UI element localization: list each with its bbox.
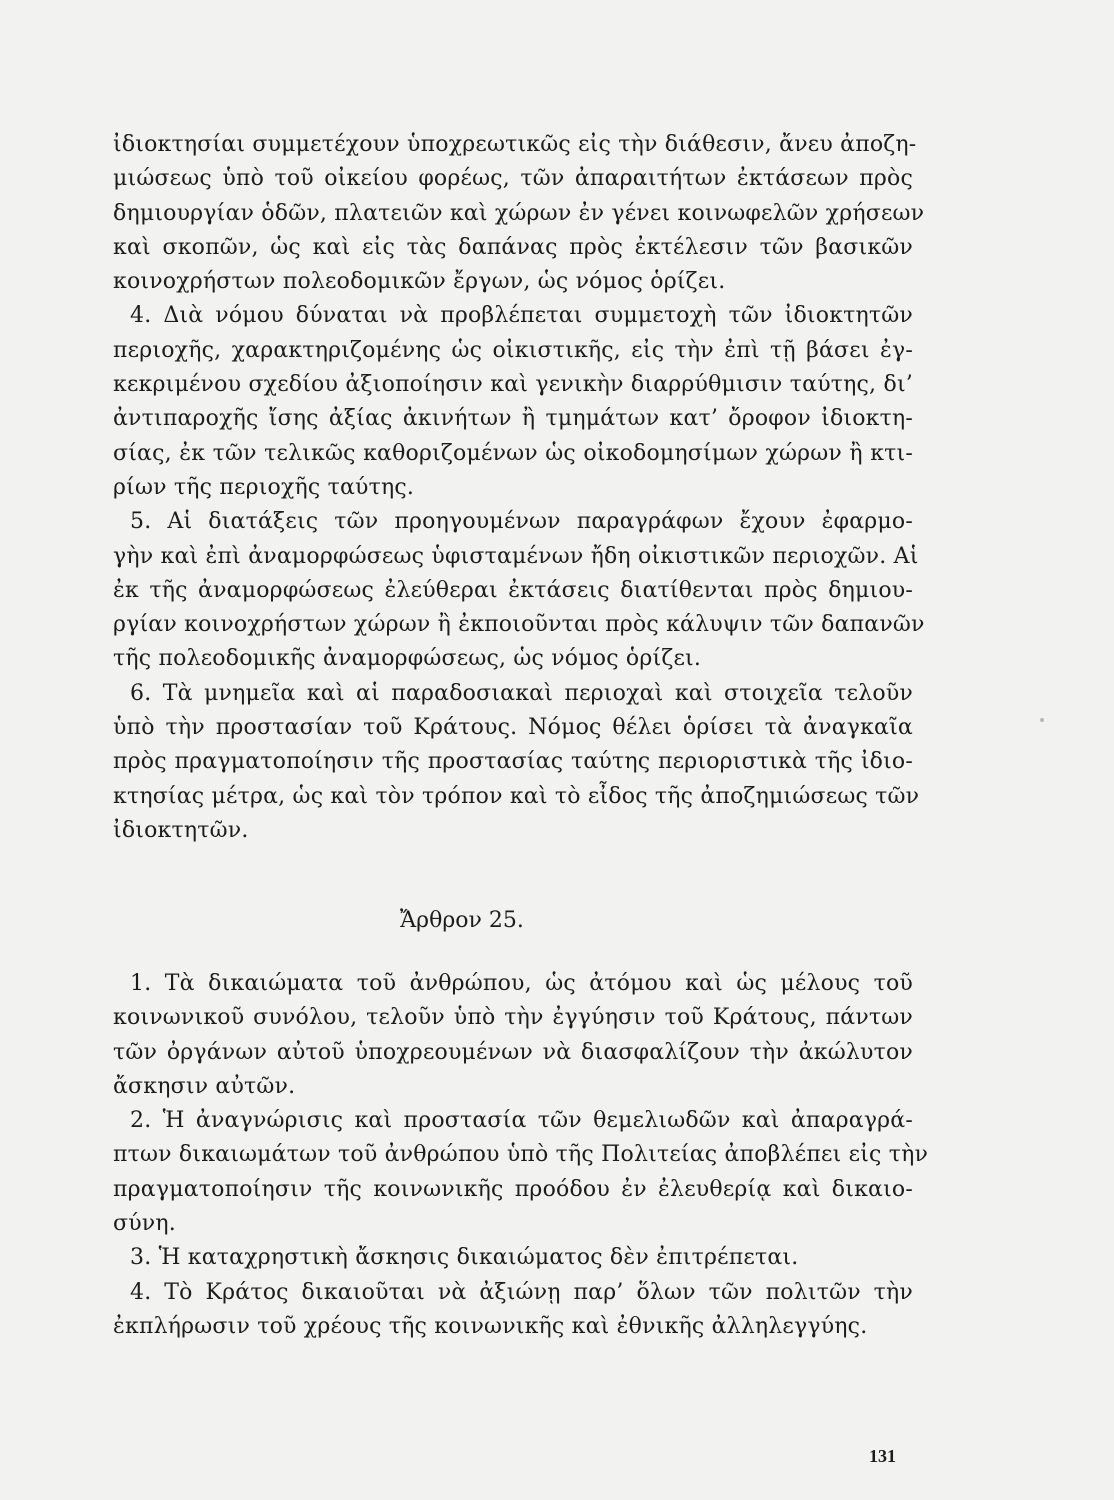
text-line: ἄσκησιν αὐτῶν.: [113, 1073, 296, 1099]
text-line: δημιουργίαν ὁδῶν, πλατειῶν καὶ χώρων ἐν γένει κοινωφελῶν χρήσεων: [113, 200, 925, 226]
text-line: κοινοχρήστων πολεοδομικῶν ἔργων, ὡς νόμος ὁρίζει.: [113, 269, 726, 295]
text-line: κοινωνικοῦ συνόλου, τελοῦν ὑπὸ τὴν ἐγγύησιν τοῦ Κράτους, πάντων: [113, 1005, 913, 1031]
text-line: 2. Ἡ ἀναγνώρισις καὶ προστασία τῶν θεμελιωδῶν καὶ ἀπαραγρά-: [130, 1108, 913, 1134]
text-line: 1. Τὰ δικαιώματα τοῦ ἀνθρώπου, ὡς ἀτόμου καὶ ὡς μέλους τοῦ: [130, 971, 913, 996]
page-number: 131: [869, 1446, 896, 1466]
text-line: 4. Τὸ Κράτος δικαιοῦται νὰ ἀξιώνῃ παρ’ ὅλων τῶν πολιτῶν τὴν: [130, 1279, 913, 1305]
text-line: ἰδιοκτησίαι συμμετέχουν ὑποχρεωτικῶς εἰς τὴν διάθεσιν, ἄνευ ἀποζη-: [113, 132, 917, 157]
article-24-continuation: [113, 128, 925, 848]
text-line: σύνη.: [113, 1211, 176, 1237]
text-line: πραγματοποίησιν τῆς κοινωνικῆς προόδου ἐν ἐλευθερίᾳ καὶ δικαιο-: [113, 1176, 913, 1202]
text-line: πτων δικαιωμάτων τοῦ ἀνθρώπου ὑπὸ τῆς Πολιτείας ἀποβλέπει εἰς τὴν: [113, 1142, 929, 1168]
text-line: κτησίας μέτρα, ὡς καὶ τὸν τρόπον καὶ τὸ εἶδος τῆς ἀποζημιώσεως τῶν: [113, 783, 920, 809]
text-line: ργίαν κοινοχρήστων χώρων ἢ ἐκποιοῦνται πρὸς κάλυψιν τῶν δαπανῶν: [113, 612, 925, 638]
text-line: μιώσεως ὑπὸ τοῦ οἰκείου φορέως, τῶν ἀπαραιτήτων ἐκτάσεων πρὸς: [113, 166, 913, 192]
text-line: καὶ σκοπῶν, ὡς καὶ εἰς τὰς δαπάνας πρὸς ἐκτέλεσιν τῶν βασικῶν: [113, 234, 913, 260]
scan-speck: [1040, 718, 1044, 722]
text-line: γὴν καὶ ἐπὶ ἀναμορφώσεως ὑφισταμένων ἤδη οἰκιστικῶν περιοχῶν. Αἱ: [113, 543, 919, 569]
text-line: κεκριμένου σχεδίου ἀξιοποίησιν καὶ γενικὴν διαρρύθμισιν ταύτης, δι’: [113, 372, 913, 398]
text-line: ἰδιοκτητῶν.: [113, 817, 249, 843]
article-25-body: [113, 967, 929, 1344]
text-line: ρίων τῆς περιοχῆς ταύτης.: [113, 474, 415, 500]
text-line: τῶν ὀργάνων αὐτοῦ ὑποχρεουμένων νὰ διασφαλίζουν τὴν ἀκώλυτον: [113, 1039, 913, 1065]
text-line: ἐκ τῆς ἀναμορφώσεως ἐλεύθεραι ἐκτάσεις διατίθενται πρὸς δημιου-: [113, 577, 913, 603]
text-line: 6. Τὰ μνημεῖα καὶ αἱ παραδοσιακαὶ περιοχαὶ καὶ στοιχεῖα τελοῦν: [130, 680, 913, 706]
text-line: ἀντιπαροχῆς ἴσης ἀξίας ἀκινήτων ἢ τμημάτων κατ’ ὄροφον ἰδιοκτη-: [113, 406, 913, 432]
text-line: ὑπὸ τὴν προστασίαν τοῦ Κράτους. Νόμος θέλει ὁρίσει τὰ ἀναγκαῖα: [113, 715, 913, 741]
text-line: πρὸς πραγματοποίησιν τῆς προστασίας ταύτης περιοριστικὰ τῆς ἰδιο-: [113, 749, 913, 775]
text-line: 5. Αἱ διατάξεις τῶν προηγουμένων παραγράφων ἔχουν ἐφαρμο-: [130, 509, 913, 535]
article-heading: Ἄρθρον 25.: [400, 908, 524, 933]
text-line: περιοχῆς, χαρακτηριζομένης ὡς οἰκιστικῆς, εἰς τὴν ἐπὶ τῇ βάσει ἐγ-: [113, 337, 913, 363]
text-line: 3. Ἡ καταχρηστικὴ ἄσκησις δικαιώματος δὲν ἐπιτρέπεται.: [130, 1245, 799, 1271]
text-line: 4. Διὰ νόμου δύναται νὰ προβλέπεται συμμετοχὴ τῶν ἰδιοκτητῶν: [130, 303, 913, 329]
text-line: ἐκπλήρωσιν τοῦ χρέους τῆς κοινωνικῆς καὶ ἐθνικῆς ἀλληλεγγύης.: [113, 1313, 868, 1339]
text-line: σίας, ἐκ τῶν τελικῶς καθοριζομένων ὡς οἰκοδομησίμων χώρων ἢ κτι-: [113, 440, 913, 466]
text-line: τῆς πολεοδομικῆς ἀναμορφώσεως, ὡς νόμος ὁρίζει.: [113, 646, 702, 672]
